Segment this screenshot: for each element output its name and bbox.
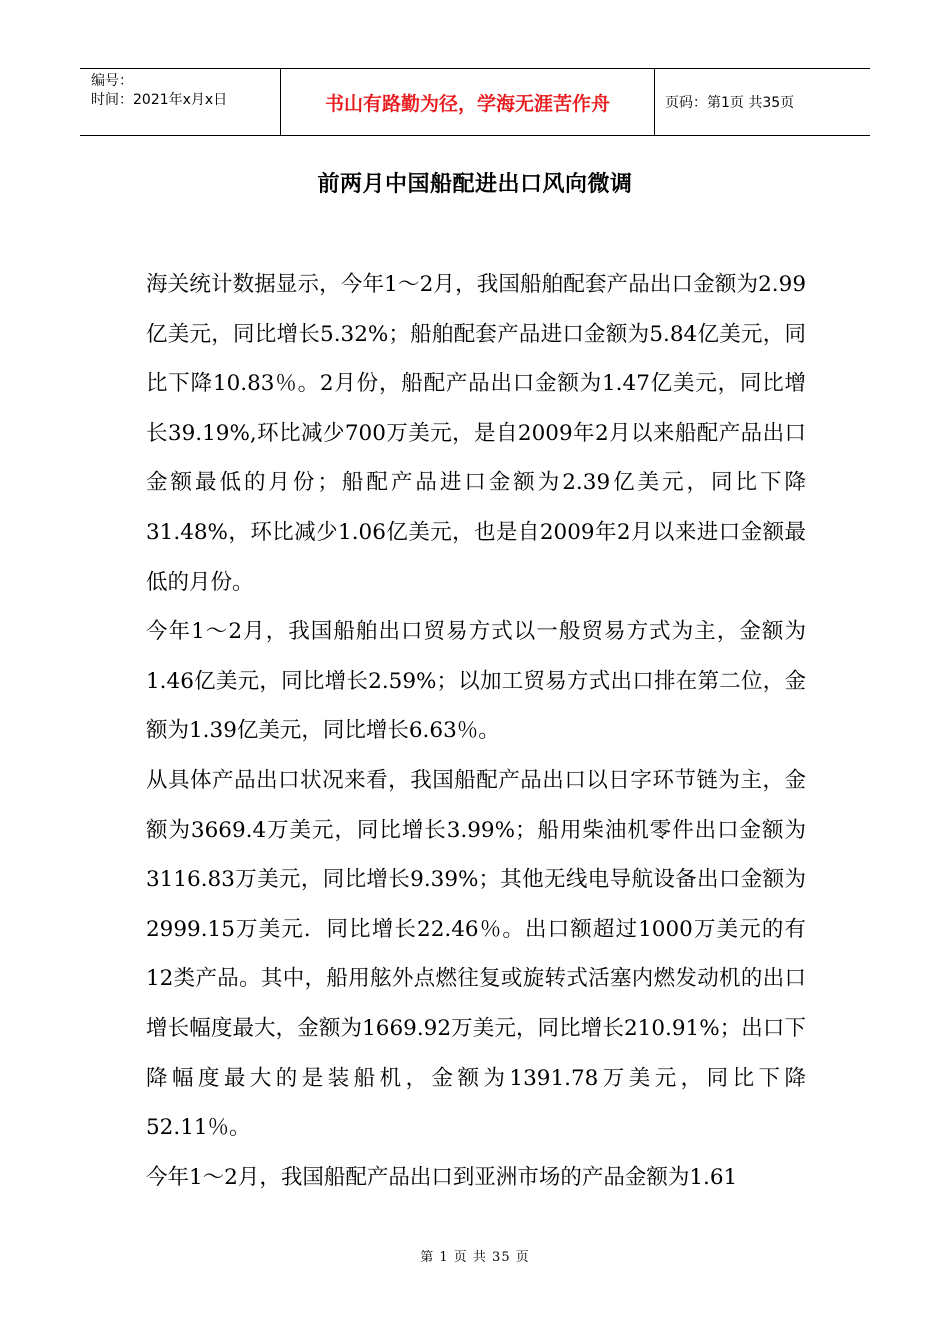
paragraph: 从具体产品出口状况来看，我国船配产品出口以日字环节链为主，金额为3669.4万美元，同比增长3.99%；船用柴油机零件出口金额为3116.83万美元，同比增长9.39%；其他无线电导航设备出口金额为2999.15万美元．同比增长22.46％。出口额超过1000万美元的有12类产品。其中，船用舷外点燃往复或旋转式活塞内燃发动机的出口增长幅度最大，金额为1669.92万美元，同比增长210.91%；出口下降幅度最大的是装船机，金额为1391.78万美元，同比下降52.11％。 [146, 767, 806, 1141]
page-footer: 第 1 页 共 35 页 [420, 1250, 530, 1265]
paragraph: 今年1～2月，我国船配产品出口到亚洲市场的产品金额为1.61 [146, 1164, 738, 1190]
header-meta-cell [80, 69, 281, 135]
header-table [80, 68, 870, 136]
paragraph: 海关统计数据显示，今年1～2月，我国船舶配套产品出口金额为2.99亿美元，同比增长5.32%；船舶配套产品进口金额为5.84亿美元，同比下降10.83％。2月份，船配产品出口金额为1.47亿美元，同比增长39.19%,环比减少700万美元，是自2009年2月以来船配产品出口金额最低的月份；船配产品进口金额为2.39亿美元，同比下降31.48%，环比减少1.06亿美元，也是自2009年2月以来进口金额最低的月份。 [146, 272, 806, 595]
document-title: 前两月中国船配进出口风向微调 [317, 172, 633, 197]
doc-time-label: 时间：2021年x月x日 [91, 92, 228, 108]
doc-number-label: 编号： [91, 73, 133, 89]
header-page-info: 页码：第1页 共35页 [665, 95, 795, 111]
header-motto: 书山有路勤为径，学海无涯苦作舟 [281, 69, 655, 135]
paragraph: 今年1～2月，我国船舶出口贸易方式以一般贸易方式为主，金额为1.46亿美元，同比增长2.59%；以加工贸易方式出口排在第二位，金额为1.39亿美元，同比增长6.63％。 [146, 619, 806, 744]
document-body [146, 260, 806, 1202]
